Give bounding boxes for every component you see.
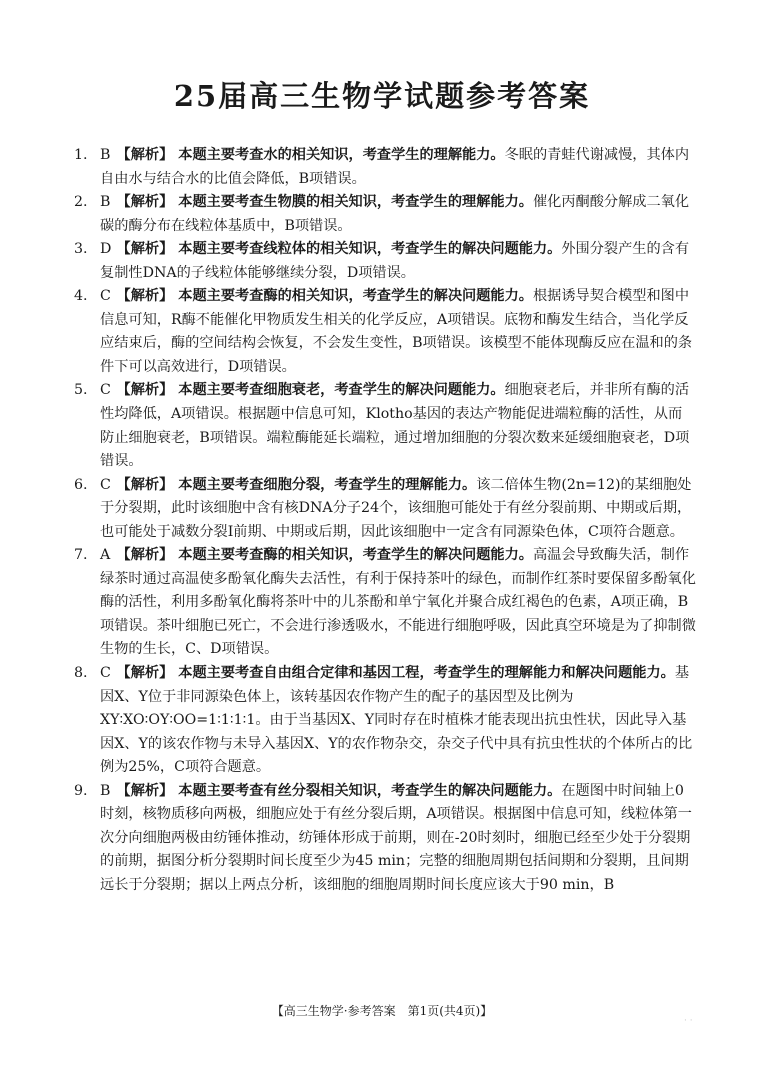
answer-item-2 — [74, 191, 696, 238]
analysis-summary: 本题主要考查自由组合定律和基因工程，考查学生的理解能力和解决问题能力。 — [178, 665, 675, 682]
corner-mark: · · — [684, 1016, 693, 1026]
analysis-tag: 【解析】 — [116, 547, 174, 564]
answer-letter: B — [100, 782, 111, 799]
analysis-summary: 本题主要考查细胞衰老，考查学生的解决问题能力。 — [178, 382, 505, 399]
analysis-text: 在题图中时间轴上0时刻，核物质移向两极，细胞应处于有丝分裂后期，A项错误。根据图中信息可知，线粒体第一次分向细胞两极由纺锤体推动，纺锤体形成于前期，则在-20时刻时，细胞已经至少处于分裂期的前期，据图分析分裂期时间长度至少为45 min；完整的细胞周期包括间期和分裂期，且间期远长于分裂期；据以上两点分析，该细胞的细胞周期时间长度应该大于90 min，B — [100, 782, 692, 893]
item-number: 4. — [74, 288, 88, 305]
item-number: 9. — [74, 782, 88, 799]
item-number: 6. — [74, 476, 88, 493]
analysis-tag: 【解析】 — [116, 288, 174, 305]
analysis-text: 外围分裂产生的含有复制性DNA的子线粒体能够继续分裂，D项错误。 — [100, 241, 690, 281]
analysis-text: 该二倍体生物(2n=12)的某细胞处于分裂期，此时该细胞中含有核DNA分子24个，该细胞可能处于有丝分裂前期、中期或后期，也可能处于减数分裂Ⅰ前期、中期或后期，因此该细胞中一定含有同源染色体，C项符合题意。 — [100, 476, 692, 540]
analysis-tag: 【解析】 — [116, 665, 174, 682]
analysis-tag: 【解析】 — [116, 147, 174, 163]
answer-list — [74, 144, 696, 898]
analysis-summary: 本题主要考查细胞分裂，考查学生的理解能力。 — [178, 476, 477, 493]
answer-letter: B — [100, 194, 111, 211]
analysis-summary: 本题主要考查酶的相关知识，考查学生的解决问题能力。 — [178, 288, 533, 305]
analysis-text: 细胞衰老后，并非所有酶的活性均降低，A项错误。根据题中信息可知，Klotho基因的表达产物能促进端粒酶的活性，从而防止细胞衰老，B项错误。端粒酶能延长端粒，通过增加细胞的分裂次数来延缓细胞衰老，D项错误。 — [100, 382, 690, 470]
answer-item-5 — [74, 379, 696, 473]
item-number: 5. — [74, 382, 88, 399]
answer-item-9 — [74, 780, 696, 898]
analysis-summary: 本题主要考查酶的相关知识，考查学生的解决问题能力。 — [178, 547, 533, 564]
page-footer: 【高三生物学·参考答案 第1页(共4页)】 — [271, 1004, 493, 1018]
answer-item-1 — [74, 144, 696, 191]
item-number: 3. — [74, 241, 88, 258]
answer-item-4 — [74, 285, 696, 379]
answer-item-6 — [74, 474, 696, 545]
answer-letter: C — [100, 665, 111, 682]
analysis-summary: 本题主要考查生物膜的相关知识，考查学生的理解能力。 — [178, 194, 533, 211]
analysis-summary: 本题主要考查水的相关知识，考查学生的理解能力。 — [178, 147, 505, 163]
analysis-tag: 【解析】 — [116, 194, 174, 211]
item-number: 2. — [74, 194, 88, 211]
analysis-tag: 【解析】 — [116, 241, 174, 258]
answer-letter: C — [100, 476, 111, 493]
item-number: 7. — [74, 547, 88, 564]
answer-item-3 — [74, 238, 696, 285]
analysis-tag: 【解析】 — [116, 782, 174, 799]
answer-letter: C — [100, 288, 111, 305]
analysis-text: 根据诱导契合模型和图中信息可知，R酶不能催化甲物质发生相关的化学反应，A项错误。底物和酶发生结合，当化学反应结束后，酶的空间结构会恢复，不会发生变性，B项错误。该模型不能体现酶反应在温和的条件下可以高效进行，D项错误。 — [100, 288, 693, 375]
answer-letter: D — [100, 241, 112, 258]
analysis-text: 高温会导致酶失活，制作绿茶时通过高温使多酚氧化酶失去活性，有利于保持茶叶的绿色，而制作红茶时要保留多酚氧化酶的活性，利用多酚氧化酶将茶叶中的儿茶酚和单宁氧化并聚合成红褐色的色素，A项正确，B项错误。茶叶细胞已死亡，不会进行渗透吸水，不能进行细胞呼吸，因此真空环境是为了抑制微生物的生长，C、D项错误。 — [100, 547, 696, 658]
analysis-text: 基因X、Y位于非同源染色体上，该转基因农作物产生的配子的基因型及比例为XY∶XO∶OY∶OO=1∶1∶1∶1。由于当基因X、Y同时存在时植株才能表现出抗虫性状，因此导入基因X、Y的该农作物与未导入基因X、Y的农作物杂交，杂交子代中具有抗虫性状的个体所占的比例为25%，C项符合题意。 — [100, 665, 693, 776]
analysis-text: 冬眠的青蛙代谢减慢，其体内自由水与结合水的比值会降低，B项错误。 — [100, 147, 690, 187]
answer-item-7 — [74, 544, 696, 662]
item-number: 8. — [74, 665, 88, 682]
answer-item-8 — [74, 662, 696, 780]
analysis-text: 催化丙酮酸分解成二氧化碳的酶分布在线粒体基质中，B项错误。 — [100, 194, 690, 234]
answer-letter: A — [100, 547, 111, 564]
analysis-summary: 本题主要考查有丝分裂相关知识，考查学生的解决问题能力。 — [178, 782, 562, 799]
page-title: 25届高三生物学试题参考答案 — [173, 79, 591, 113]
answer-letter: B — [100, 147, 111, 163]
answer-letter: C — [100, 382, 111, 399]
item-number: 1. — [74, 147, 88, 163]
analysis-summary: 本题主要考查线粒体的相关知识，考查学生的解决问题能力。 — [178, 241, 562, 258]
analysis-tag: 【解析】 — [116, 382, 174, 399]
analysis-tag: 【解析】 — [116, 476, 174, 493]
